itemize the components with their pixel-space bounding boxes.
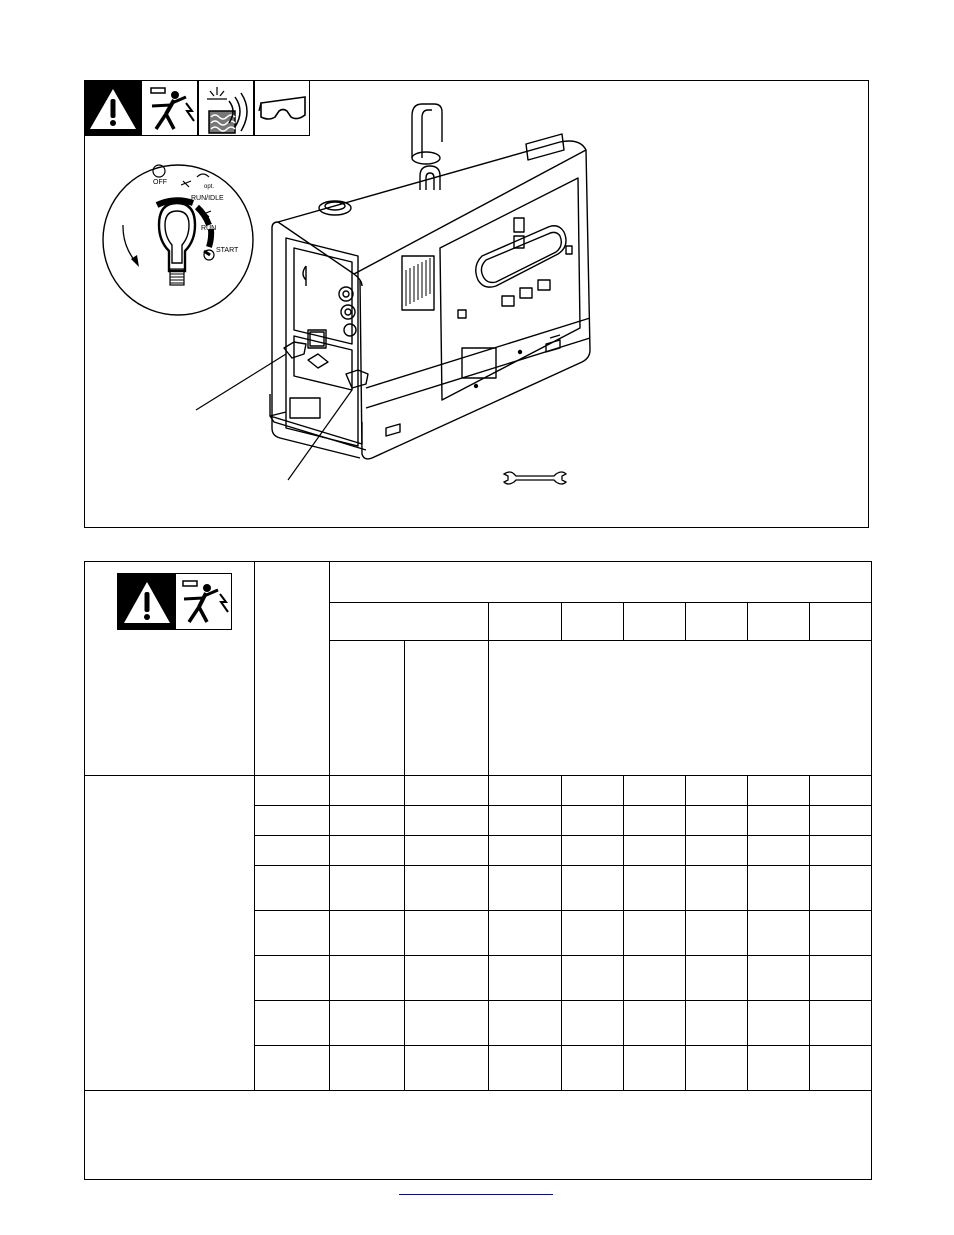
table-cell bbox=[686, 1046, 748, 1091]
table-cell bbox=[624, 776, 686, 806]
table-cell bbox=[255, 1046, 330, 1091]
table-cell bbox=[330, 1046, 405, 1091]
table-header-cell bbox=[489, 641, 872, 776]
table-cell bbox=[748, 866, 810, 911]
table-cell bbox=[562, 956, 624, 1001]
table-cell bbox=[562, 1046, 624, 1091]
table-cell bbox=[405, 836, 489, 866]
table-header-cell bbox=[686, 603, 748, 641]
table-cell bbox=[489, 911, 562, 956]
table-header-cell bbox=[255, 562, 330, 776]
table-cell bbox=[255, 956, 330, 1001]
electric-shock-icon bbox=[175, 573, 232, 630]
table-cell bbox=[489, 836, 562, 866]
table-header-cell bbox=[330, 641, 405, 776]
table-cell bbox=[405, 956, 489, 1001]
table-cell bbox=[624, 1046, 686, 1091]
table-cell bbox=[330, 1001, 405, 1046]
table-cell bbox=[748, 1001, 810, 1046]
table-cell bbox=[810, 1001, 872, 1046]
table-row-group-cell bbox=[85, 776, 255, 1091]
table-cell bbox=[405, 1046, 489, 1091]
warning-triangle-icon bbox=[117, 573, 175, 630]
table-cell bbox=[748, 836, 810, 866]
table-cell bbox=[255, 1001, 330, 1046]
table-cell bbox=[330, 956, 405, 1001]
table-cell bbox=[624, 956, 686, 1001]
table-cell bbox=[624, 866, 686, 911]
table-cell bbox=[489, 1046, 562, 1091]
table-cell bbox=[255, 806, 330, 836]
table-cell bbox=[330, 911, 405, 956]
table-cell bbox=[686, 776, 748, 806]
table-cell bbox=[255, 776, 330, 806]
table-cell bbox=[255, 911, 330, 956]
table-header-cell bbox=[405, 641, 489, 776]
callout-leader-lines bbox=[190, 330, 370, 490]
table-cell bbox=[330, 866, 405, 911]
table-icon-cell bbox=[85, 562, 255, 776]
table-cell bbox=[255, 836, 330, 866]
table-cell bbox=[810, 911, 872, 956]
table-header-cell bbox=[624, 603, 686, 641]
table-cell bbox=[624, 911, 686, 956]
table-cell bbox=[686, 806, 748, 836]
table-cell bbox=[810, 776, 872, 806]
table-cell bbox=[686, 1001, 748, 1046]
footer-link[interactable] bbox=[399, 1194, 553, 1195]
wrench-icon bbox=[500, 470, 570, 486]
table-cell bbox=[489, 806, 562, 836]
table-cell bbox=[686, 836, 748, 866]
table-cell bbox=[405, 866, 489, 911]
table-cell bbox=[748, 806, 810, 836]
table-cell bbox=[405, 1001, 489, 1046]
table-cell bbox=[562, 1001, 624, 1046]
dial-label-opt: opt. bbox=[204, 184, 215, 190]
table-cell bbox=[810, 956, 872, 1001]
dial-label-start: START bbox=[216, 247, 239, 254]
table-cell bbox=[810, 1046, 872, 1091]
table-cell bbox=[330, 836, 405, 866]
table-cell bbox=[489, 866, 562, 911]
table-cell bbox=[624, 806, 686, 836]
table-cell bbox=[330, 776, 405, 806]
data-table bbox=[84, 561, 872, 1180]
table-header-cell bbox=[748, 603, 810, 641]
table-cell bbox=[624, 836, 686, 866]
table-cell bbox=[748, 956, 810, 1001]
table-cell bbox=[489, 1001, 562, 1046]
warning-triangle-icon bbox=[84, 80, 141, 136]
table-cell bbox=[255, 866, 330, 911]
table-header-cell bbox=[562, 603, 624, 641]
table-cell bbox=[810, 836, 872, 866]
table-cell bbox=[405, 911, 489, 956]
table-cell bbox=[686, 911, 748, 956]
table-cell bbox=[330, 806, 405, 836]
table-cell bbox=[810, 806, 872, 836]
table-cell bbox=[489, 776, 562, 806]
table-cell bbox=[624, 1001, 686, 1046]
dial-label-run: RUN bbox=[201, 225, 217, 232]
table-header-cell bbox=[330, 603, 489, 641]
table-cell bbox=[405, 806, 489, 836]
table-cell bbox=[748, 911, 810, 956]
table-cell bbox=[810, 866, 872, 911]
table-cell bbox=[562, 911, 624, 956]
table-notes-cell bbox=[85, 1091, 872, 1180]
table-cell bbox=[489, 956, 562, 1001]
table-cell bbox=[562, 866, 624, 911]
table-cell bbox=[686, 956, 748, 1001]
table-cell bbox=[562, 806, 624, 836]
table-cell bbox=[562, 776, 624, 806]
table-cell bbox=[748, 776, 810, 806]
table-cell bbox=[562, 836, 624, 866]
dial-label-off: OFF bbox=[153, 179, 167, 186]
table-cell bbox=[748, 1046, 810, 1091]
table-header-cell bbox=[810, 603, 872, 641]
table-cell bbox=[686, 866, 748, 911]
table-header-cell bbox=[330, 562, 872, 603]
dial-label-run-idle: RUN/IDLE bbox=[191, 195, 224, 202]
table-cell bbox=[405, 776, 489, 806]
table-header-cell bbox=[489, 603, 562, 641]
